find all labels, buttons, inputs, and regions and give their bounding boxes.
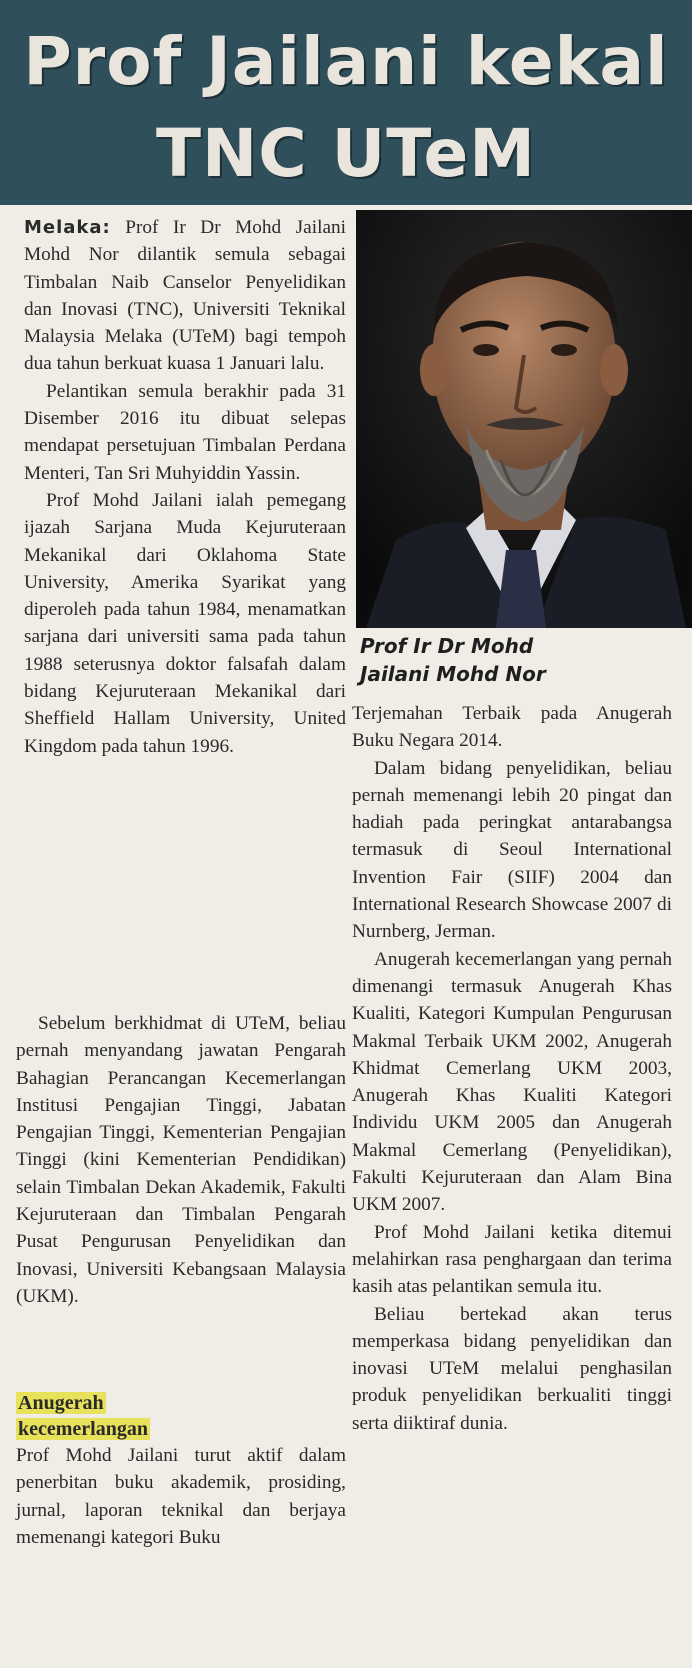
article-paragraph-6: Dalam bidang penyelidikan, beliau pernah memenangi lebih 20 pingat dan hadiah pada peringkat antarabangsa termasuk di Seoul International Invention Fair (SIIF) 2004 dan International Research Showcase 2007 di Nurnberg, Jerman. [352, 757, 672, 943]
portrait-photo [356, 210, 692, 628]
dateline: Melaka: [24, 217, 111, 238]
subheading-text: Anugerah kecemerlangan [18, 1392, 148, 1440]
article-column-left-top [24, 214, 346, 760]
caption-line-2: Jailani Mohd Nor [360, 662, 546, 686]
article-paragraph-3: Prof Mohd Jailani ialah pemegang ijazah Sarjana Muda Kejuruteraan Mekanikal dari Oklahoma State University, Amerika Syarikat yang diperoleh pada tahun 1984, menamatkan sarjana dari universiti sama pada tahun 1988 seterusnya doktor falsafah dalam bidang Kejuruteraan Mekanikal dari Sheffield Hallam University, United Kingdom pada tahun 1996. [24, 489, 346, 757]
article-paragraph-5-continued: Terjemahan Terbaik pada Anugerah Buku Negara 2014. [352, 703, 672, 752]
article-column-right [352, 700, 672, 1437]
article-paragraph-2: Pelantikan semula berakhir pada 31 Disember 2016 itu dibuat selepas mendapat persetujuan Timbalan Perdana Menteri, Tan Sri Muhyiddin Yassin. [24, 380, 346, 484]
photo-caption [360, 632, 680, 688]
caption-line-1: Prof Ir Dr Mohd [360, 634, 534, 658]
headline-line-1: Prof Jailani kekal [23, 23, 669, 100]
article-paragraph-8: Prof Mohd Jailani ketika ditemui melahirkan rasa penghargaan dan terima kasih atas pelantikan semula itu. [352, 1221, 672, 1298]
headline-line-2: TNC UTeM [156, 115, 536, 192]
article-paragraph-5: Prof Mohd Jailani turut aktif dalam penerbitan buku akademik, prosiding, jurnal, laporan teknikal dan berjaya memenangi kategori Buku [16, 1445, 346, 1548]
headline-banner [0, 0, 692, 205]
paragraph-1-text: Prof Ir Dr Mohd Jailani Mohd Nor dilantik semula sebagai Timbalan Naib Canselor Penyelidikan dan Inovasi (TNC), Universiti Teknikal Malaysia Melaka (UTeM) bagi tempoh dua tahun berkuat kuasa 1 Januari lalu. [24, 217, 346, 375]
article-column-left-end [16, 1442, 346, 1551]
article-paragraph-1 [24, 214, 346, 378]
article-column-left-bottom [16, 1010, 346, 1310]
article-paragraph-4: Sebelum berkhidmat di UTeM, beliau pernah menyandang jawatan Pengarah Bahagian Perancangan Kecemerlangan Institusi Pengajian Tinggi, Jabatan Pengajian Tinggi, Kementerian Pengajian Tinggi (kini Kementerian Pendidikan) selain Timbalan Dekan Akademik, Fakulti Kejuruteraan dan Timbalan Pengarah Pusat Pengurusan Penyelidikan dan Inovasi, Universiti Kebangsaan Malaysia (UKM). [16, 1013, 346, 1307]
article-paragraph-9: Beliau bertekad akan terus memperkasa bidang penyelidikan dan inovasi UTeM melalui penghasilan produk penyelidikan berkualiti tinggi serta diiktiraf dunia. [352, 1303, 672, 1434]
article-paragraph-7: Anugerah kecemerlangan yang pernah dimenangi termasuk Anugerah Khas Kualiti, Kategori Kumpulan Pengurusan Makmal Terbaik UKM 2002, Anugerah Khidmat Cemerlang UKM 2003, Anugerah Khas Kualiti Kategori Individu UKM 2005 dan Anugerah Makmal Cemerlang (Penyelidikan), Fakulti Kejuruteraan dan Alam Bina UKM 2007. [352, 948, 672, 1216]
subheading [16, 1390, 206, 1442]
